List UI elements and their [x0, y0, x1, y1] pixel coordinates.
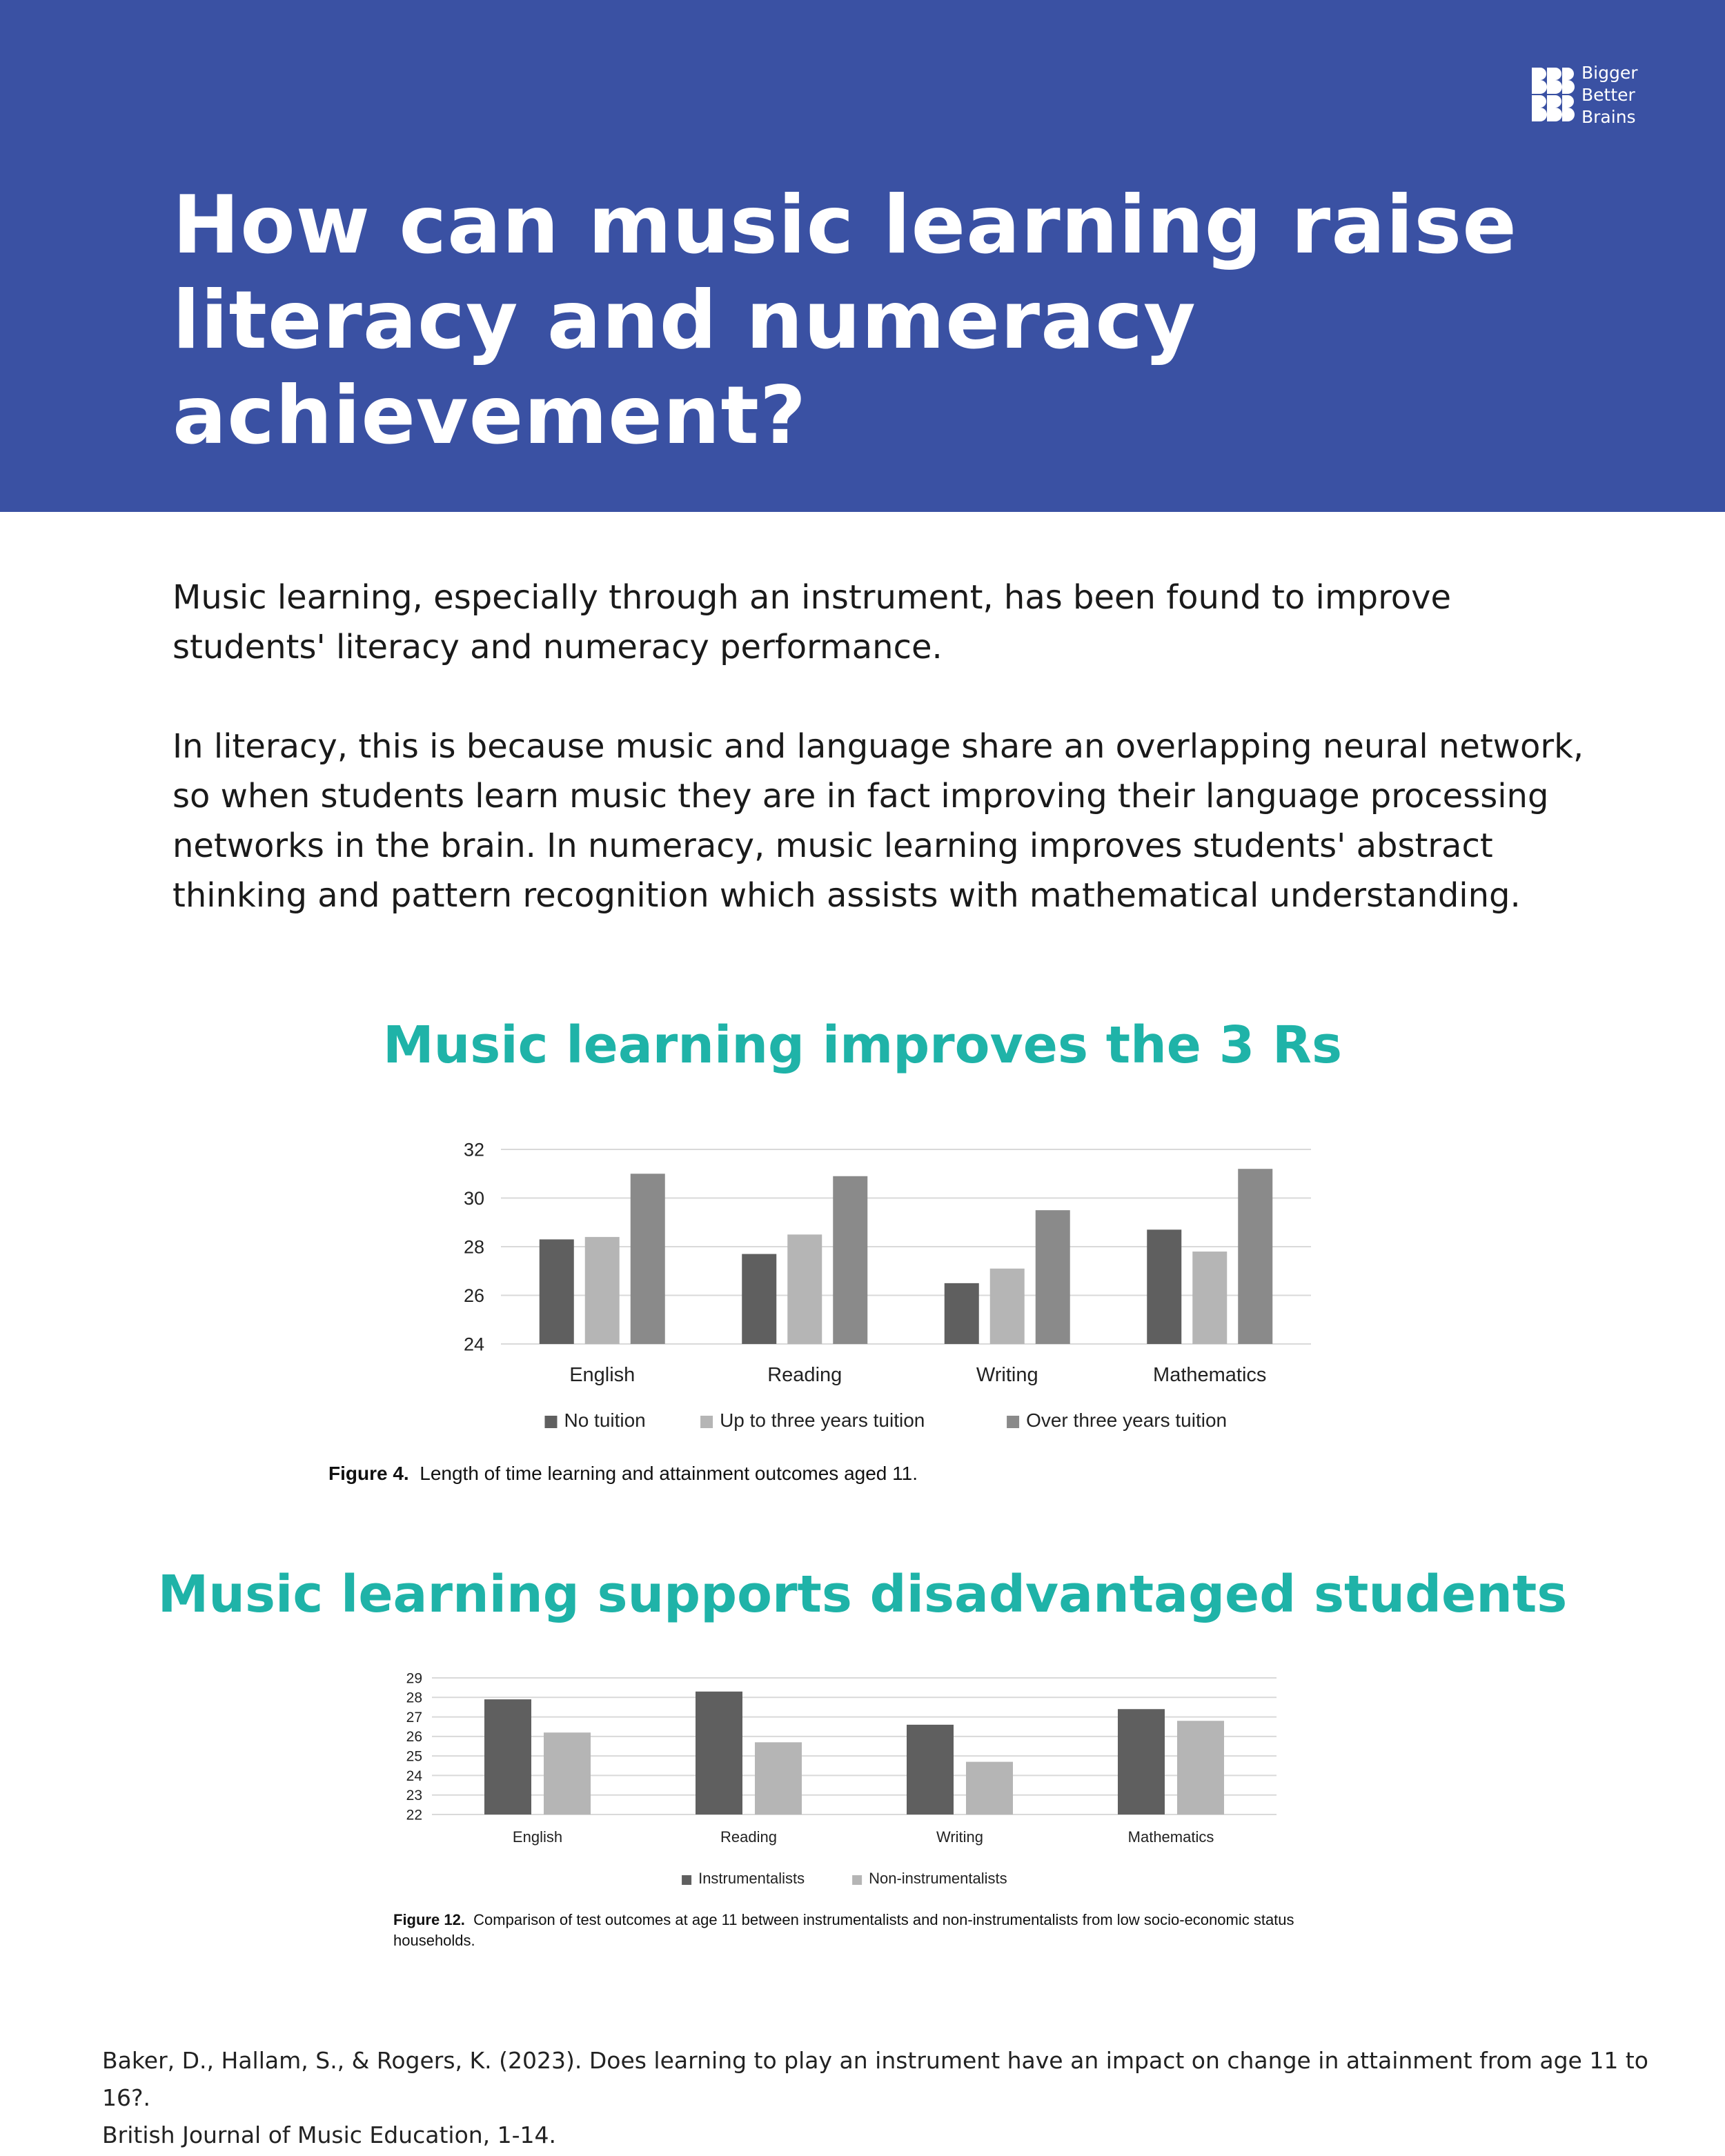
brand-line-1: Bigger	[1581, 63, 1638, 83]
bar-mathematics-non-instrumentalists	[1177, 1721, 1224, 1814]
bar-mathematics-instrumentalists	[1118, 1709, 1165, 1814]
citation-line-2: British Journal of Music Education, 1-14.	[102, 2122, 557, 2148]
x-category-label: Mathematics	[1153, 1364, 1267, 1386]
bar-reading-non-instrumentalists	[755, 1742, 802, 1814]
chart1-heading: Music learning improves the 3 Rs	[382, 1016, 1343, 1075]
figure-4-label: Figure 4.	[328, 1463, 409, 1484]
y-tick-label: 27	[406, 1709, 422, 1725]
x-category-label: Writing	[936, 1828, 984, 1846]
chart-instrumentalists-low-ses	[386, 1659, 1325, 1900]
page-title: How can music learning raise literacy and numeracy achievement?	[172, 179, 1517, 462]
figure-12-text: Comparison of test outcomes at age 11 between instrumentalists and non-instrumentalists from low socio-economic status households.	[393, 1911, 1294, 1949]
intro-paragraph-2: In literacy, this is because music and language share an overlapping neural network, so when students learn music they are in fact improving their language processing networks in the brain. In numeracy, music learning improves students' abstract thinking and pattern recognition which assists with mathematical understanding.	[172, 727, 1584, 915]
bar-reading-over-three-years-tuition	[833, 1176, 867, 1344]
brand-logo	[1530, 62, 1648, 128]
bar-reading-up-to-three-years-tuition	[787, 1234, 822, 1344]
figure-12-caption	[393, 1910, 1297, 1951]
y-tick-label: 25	[406, 1748, 422, 1765]
legend-label-no-tuition: No tuition	[564, 1410, 646, 1431]
bar-english-over-three-years-tuition	[631, 1174, 665, 1344]
bar-english-non-instrumentalists	[544, 1732, 591, 1814]
legend-swatch-up-to-three-years-tuition	[700, 1416, 713, 1428]
legend-swatch-over-three-years-tuition	[1007, 1416, 1019, 1428]
legend-swatch-no-tuition	[544, 1416, 557, 1428]
figure-12-label: Figure 12.	[393, 1911, 465, 1928]
figure-4-caption	[328, 1461, 918, 1486]
intro-paragraph-1: Music learning, especially through an instrument, has been found to improve students' literacy and numeracy performance.	[172, 578, 1452, 666]
y-tick-label: 32	[463, 1139, 484, 1160]
bar-mathematics-no-tuition	[1147, 1229, 1181, 1344]
bar-writing-no-tuition	[945, 1283, 979, 1344]
bar-english-up-to-three-years-tuition	[585, 1237, 620, 1344]
legend-label-instrumentalists: Instrumentalists	[698, 1870, 805, 1887]
chart2-heading: Music learning supports disadvantaged students	[157, 1565, 1568, 1624]
brand-line-2: Better	[1581, 85, 1635, 105]
x-category-label: Writing	[976, 1364, 1038, 1386]
bar-reading-no-tuition	[742, 1254, 776, 1344]
bar-english-no-tuition	[540, 1239, 574, 1344]
y-tick-label: 30	[463, 1187, 484, 1209]
legend-label-over-three-years-tuition: Over three years tuition	[1026, 1410, 1228, 1431]
y-tick-label: 28	[406, 1690, 422, 1706]
bar-writing-instrumentalists	[907, 1725, 954, 1814]
bar-writing-over-three-years-tuition	[1036, 1210, 1070, 1344]
x-category-label: Mathematics	[1127, 1828, 1214, 1846]
x-category-label: English	[512, 1828, 563, 1846]
y-tick-label: 22	[406, 1807, 422, 1823]
legend-swatch-instrumentalists	[682, 1875, 691, 1885]
citation	[102, 2042, 1689, 2154]
bar-mathematics-over-three-years-tuition	[1238, 1169, 1272, 1344]
bar-mathematics-up-to-three-years-tuition	[1192, 1252, 1227, 1344]
chart-attainment-by-tuition	[414, 1125, 1339, 1442]
y-tick-label: 24	[406, 1768, 422, 1784]
brand-name	[1581, 62, 1638, 128]
bar-reading-instrumentalists	[696, 1692, 742, 1814]
figure-4-text: Length of time learning and attainment outcomes aged 11.	[420, 1463, 918, 1484]
y-tick-label: 28	[463, 1236, 484, 1258]
y-tick-label: 29	[406, 1670, 422, 1687]
legend-label-non-instrumentalists: Non-instrumentalists	[869, 1870, 1007, 1887]
y-tick-label: 23	[406, 1788, 422, 1804]
legend-swatch-non-instrumentalists	[852, 1875, 862, 1885]
x-category-label: Reading	[767, 1364, 842, 1386]
brand-logo-icon	[1530, 65, 1576, 124]
header-banner	[0, 0, 1725, 512]
brand-line-3: Brains	[1581, 107, 1636, 127]
bar-writing-non-instrumentalists	[966, 1762, 1013, 1814]
y-tick-label: 26	[406, 1729, 422, 1745]
bar-writing-up-to-three-years-tuition	[990, 1269, 1025, 1344]
y-tick-label: 26	[463, 1285, 484, 1306]
y-tick-label: 24	[463, 1334, 484, 1355]
bar-english-instrumentalists	[484, 1699, 531, 1814]
x-category-label: English	[569, 1364, 635, 1386]
legend-label-up-to-three-years-tuition: Up to three years tuition	[720, 1410, 925, 1431]
citation-line-1: Baker, D., Hallam, S., & Rogers, K. (2023). Does learning to play an instrument have an impact on change in attainment from age 11 to 16?.	[102, 2047, 1648, 2111]
x-category-label: Reading	[720, 1828, 777, 1846]
